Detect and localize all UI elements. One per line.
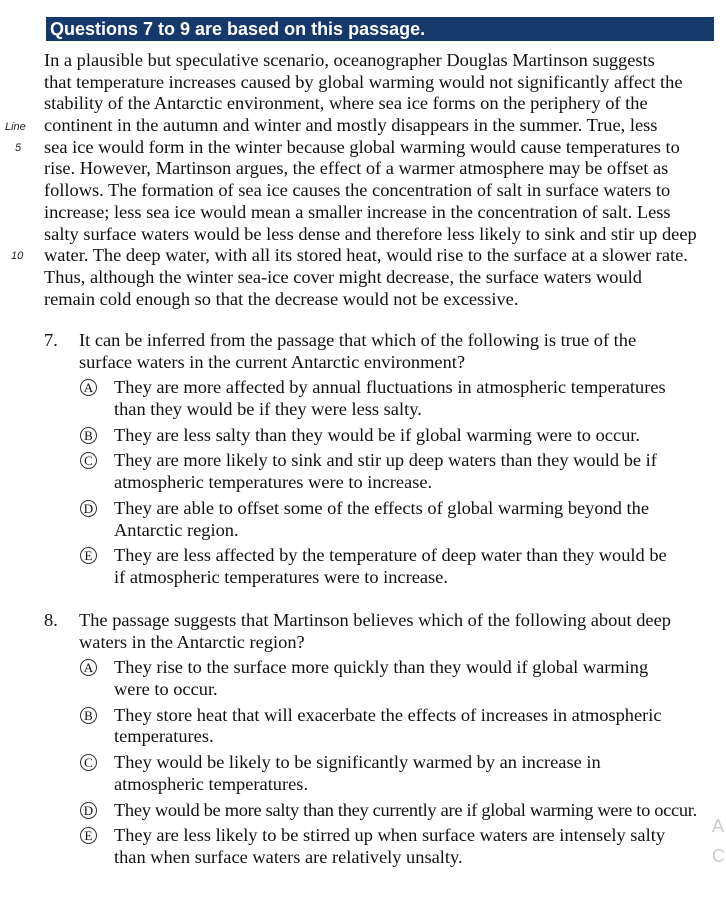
- line-label: Line: [5, 121, 26, 133]
- choice-text-line: They are able to offset some of the effects of global warming beyond the: [114, 497, 650, 518]
- choice-text-line: atmospheric temperatures were to increase.: [114, 472, 433, 493]
- choice-text-line: They are less salty than they would be if global warming were to occur.: [114, 424, 641, 445]
- choice-text-line: were to occur.: [114, 679, 218, 700]
- question-stem-line: surface waters in the current Antarctic environment?: [79, 351, 466, 372]
- choice-a[interactable]: [44, 657, 714, 700]
- passage-line: increase; less sea ice would mean a smaller increase in the concentration of salt. Less: [44, 201, 671, 222]
- question-stem-line: waters in the Antarctic region?: [79, 631, 305, 652]
- choice-text-line: than they would be if they were less salty.: [114, 399, 422, 420]
- choice-b-radio[interactable]: B: [80, 707, 97, 724]
- choice-b-radio[interactable]: B: [80, 427, 97, 444]
- passage-header-bar: [46, 17, 714, 41]
- choice-d[interactable]: [44, 498, 714, 541]
- edge-fragment-bottom: C: [712, 846, 725, 866]
- choice-text-line: They are more affected by annual fluctuations in atmospheric temperatures: [114, 377, 666, 398]
- question-stem-line: The passage suggests that Martinson believes which of the following about deep: [79, 610, 671, 630]
- choice-e[interactable]: [44, 825, 714, 868]
- choice-text-line: if atmospheric temperatures were to increase.: [114, 566, 448, 587]
- choice-text-line: They are less likely to be stirred up when surface waters are intensely salty: [114, 825, 666, 846]
- choice-text-line: atmospheric temperatures.: [114, 773, 309, 794]
- passage-line: Thus, although the winter sea-ice cover might decrease, the surface waters would: [44, 266, 642, 287]
- passage-header-title: Questions 7 to 9 are based on this passage.: [50, 19, 426, 39]
- choice-c[interactable]: [44, 752, 714, 795]
- answer-choices: [44, 377, 714, 588]
- line-number-5: 5: [15, 142, 22, 154]
- passage-line: continent in the autumn and winter and mostly disappears in the summer. True, less: [44, 115, 658, 136]
- passage-line: salty surface waters would be less dense and therefore less likely to sink and stir up deep: [44, 223, 697, 244]
- passage-line: remain cold enough so that the decrease would not be excessive.: [44, 288, 519, 309]
- choice-c-radio[interactable]: C: [80, 452, 97, 469]
- line-number-10: 10: [11, 250, 24, 262]
- passage-line: follows. The formation of sea ice causes the concentration of salt in surface waters to: [44, 180, 671, 201]
- answer-choices: [44, 657, 714, 868]
- choice-e[interactable]: [44, 545, 714, 588]
- reading-passage: [44, 50, 719, 310]
- choice-text-line: They would be more salty than they currently are if global warming were to occur.: [114, 799, 697, 820]
- choice-e-radio[interactable]: E: [80, 547, 97, 564]
- passage-line: stability of the Antarctic environment, where sea ice forms on the periphery of the: [44, 93, 648, 114]
- edge-fragment-top: A: [712, 816, 725, 836]
- passage-line: rise. However, Martinson argues, the effect of a warmer atmosphere may be offset as: [44, 158, 669, 179]
- choice-a-radio[interactable]: A: [80, 659, 97, 676]
- choice-c-radio[interactable]: C: [80, 754, 97, 771]
- choice-d-radio[interactable]: D: [80, 500, 97, 517]
- choice-d[interactable]: [44, 800, 714, 822]
- question-8: [44, 610, 714, 873]
- choice-d-radio[interactable]: D: [80, 802, 97, 819]
- passage-line: that temperature increases caused by global warming would not significantly affect the: [44, 71, 683, 92]
- question-number: 7.: [44, 330, 58, 350]
- choice-text-line: Antarctic region.: [114, 519, 239, 540]
- question-7: [44, 330, 714, 593]
- question-number: 8.: [44, 610, 58, 630]
- choice-b[interactable]: [44, 425, 714, 447]
- choice-text-line: They rise to the surface more quickly than they would if global warming: [114, 657, 649, 678]
- choice-text-line: They would be likely to be significantly warmed by an increase in: [114, 752, 601, 773]
- passage-line: water. The deep water, with all its stored heat, would rise to the surface at a slower rate.: [44, 245, 688, 266]
- choice-e-radio[interactable]: E: [80, 827, 97, 844]
- passage-line: In a plausible but speculative scenario, oceanographer Douglas Martinson suggests: [44, 50, 655, 70]
- choice-a-radio[interactable]: A: [80, 379, 97, 396]
- choice-c[interactable]: [44, 450, 714, 493]
- question-stem-line: It can be inferred from the passage that which of the following is true of the: [79, 330, 637, 350]
- choice-text-line: temperatures.: [114, 726, 214, 747]
- choice-text-line: than when surface waters are relatively unsalty.: [114, 846, 463, 867]
- choice-a[interactable]: [44, 377, 714, 420]
- choice-b[interactable]: [44, 705, 714, 748]
- passage-line: sea ice would form in the winter because global warming would cause temperatures to: [44, 136, 680, 157]
- choice-text-line: They are more likely to sink and stir up deep waters than they would be if: [114, 450, 657, 471]
- choice-text-line: They store heat that will exacerbate the effects of increases in atmospheric: [114, 704, 662, 725]
- choice-text-line: They are less affected by the temperature of deep water than they would be: [114, 545, 667, 566]
